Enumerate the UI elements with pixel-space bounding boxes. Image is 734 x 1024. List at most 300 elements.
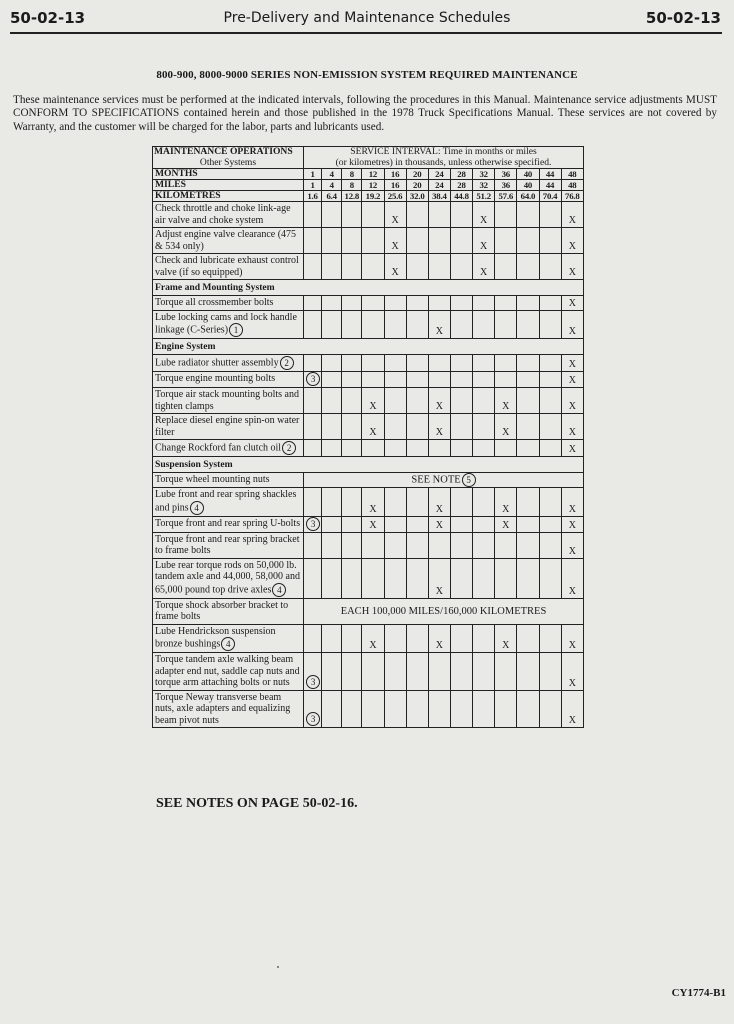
interval-cell (406, 372, 428, 388)
interval-cell (342, 202, 362, 228)
interval-cell (450, 355, 472, 372)
kilometres-value: 32.0 (406, 191, 428, 202)
service-mark: X (568, 241, 576, 252)
miles-value: 4 (322, 180, 342, 191)
interval-cell (322, 624, 342, 653)
interval-cell (406, 440, 428, 457)
interval-cell (428, 516, 450, 532)
interval-cell (561, 310, 583, 339)
interval-cell (304, 228, 322, 254)
interval-cell (384, 624, 406, 653)
service-mark: X (568, 715, 576, 726)
note-circle-icon: 5 (462, 473, 476, 487)
interval-cell (539, 488, 561, 517)
operation-text: Torque engine mounting bolts (155, 373, 276, 384)
interval-cell (473, 516, 495, 532)
table-row (153, 202, 584, 228)
service-mark: X (502, 427, 510, 438)
miles-value: 16 (384, 180, 406, 191)
interval-cell (561, 440, 583, 457)
interval-cell (342, 388, 362, 414)
interval-cell (450, 653, 472, 691)
service-mark: X (369, 503, 377, 515)
interval-cell (406, 296, 428, 311)
interval-cell (539, 440, 561, 457)
service-mark: X (568, 267, 576, 278)
service-mark: X (435, 640, 443, 651)
service-mark: X (369, 640, 377, 651)
interval-cell (322, 414, 342, 440)
table-row (153, 690, 584, 728)
header-maintenance-operations (153, 147, 304, 169)
interval-cell (473, 388, 495, 414)
interval-cell (561, 254, 583, 280)
operation-text: Torque front and rear spring bracket to frame bolts (155, 533, 300, 556)
interval-cell (406, 355, 428, 372)
interval-cell (473, 296, 495, 311)
interval-cell (304, 624, 322, 653)
miles-value: 48 (561, 180, 583, 191)
service-mark: X (568, 677, 576, 689)
kilometres-value: 51.2 (473, 191, 495, 202)
group-heading: Suspension System (153, 457, 584, 473)
interval-cell (450, 488, 472, 517)
interval-cell (406, 690, 428, 728)
table-row (153, 228, 584, 254)
months-value: 32 (473, 169, 495, 180)
interval-cell (495, 296, 517, 311)
interval-cell (342, 355, 362, 372)
operation-cell (153, 558, 304, 598)
interval-cell (450, 414, 472, 440)
interval-cell (473, 653, 495, 691)
interval-cell (517, 296, 539, 311)
kilometres-value: 12.8 (342, 191, 362, 202)
interval-cell (406, 488, 428, 517)
service-mark: X (435, 503, 443, 515)
interval-cell (539, 296, 561, 311)
header-left-line-1: MAINTENANCE OPERATIONS (154, 146, 293, 157)
interval-span-note (304, 473, 584, 488)
interval-cell (384, 388, 406, 414)
miles-value: 40 (517, 180, 539, 191)
operation-cell (153, 202, 304, 228)
interval-cell (561, 388, 583, 414)
note-circle-icon: 3 (306, 712, 320, 726)
operation-text: Torque tandem axle walking beam adapter end nut, saddle cap nuts and torque arm attaching bolts or nuts (155, 654, 300, 688)
page-title: Pre-Delivery and Maintenance Schedules (223, 10, 511, 26)
note-circle-icon: 3 (306, 675, 320, 689)
interval-cell (561, 624, 583, 653)
interval-cell (384, 355, 406, 372)
interval-cell (428, 355, 450, 372)
service-mark: X (435, 519, 443, 531)
scan-speck (277, 966, 279, 968)
interval-cell (384, 296, 406, 311)
service-mark: X (568, 519, 576, 531)
operation-cell (153, 388, 304, 414)
interval-cell (304, 296, 322, 311)
interval-cell (450, 516, 472, 532)
interval-cell (539, 202, 561, 228)
interval-cell (406, 228, 428, 254)
interval-cell (517, 254, 539, 280)
months-value: 28 (450, 169, 472, 180)
interval-cell (342, 440, 362, 457)
interval-cell (342, 414, 362, 440)
interval-cell (473, 440, 495, 457)
kilometres-value: 25.6 (384, 191, 406, 202)
table-row (153, 516, 584, 532)
interval-cell (428, 388, 450, 414)
interval-cell (473, 228, 495, 254)
interval-cell (322, 488, 342, 517)
header-left-line-2: Other Systems (199, 156, 257, 168)
interval-cell (517, 532, 539, 558)
interval-cell (428, 414, 450, 440)
interval-cell (428, 532, 450, 558)
operation-text: Change Rockford fan clutch oil (155, 442, 282, 454)
interval-cell (450, 254, 472, 280)
interval-cell (406, 653, 428, 691)
interval-cell (539, 532, 561, 558)
operation-text: Lube radiator shutter assembly (155, 357, 279, 369)
months-value: 24 (428, 169, 450, 180)
kilometres-value: 76.8 (561, 191, 583, 202)
interval-cell (450, 310, 472, 339)
interval-cell (561, 296, 583, 311)
note-circle-icon: 2 (280, 356, 294, 370)
operation-cell (153, 473, 304, 488)
interval-cell (561, 690, 583, 728)
interval-cell (517, 653, 539, 691)
operation-text: Lube Hendrickson suspension bronze bushings (155, 625, 276, 650)
interval-cell (384, 558, 406, 598)
interval-cell (342, 516, 362, 532)
miles-value: 1 (304, 180, 322, 191)
page-number-left: 50-02-13 (10, 9, 86, 27)
service-mark: X (480, 215, 488, 226)
interval-cell (495, 440, 517, 457)
maintenance-table (152, 146, 584, 728)
kilometres-value: 70.4 (539, 191, 561, 202)
interval-cell (539, 355, 561, 372)
interval-cell (495, 690, 517, 728)
interval-cell (495, 653, 517, 691)
table-row (153, 457, 584, 473)
interval-cell (342, 372, 362, 388)
operation-text: Check throttle and choke link-age air valve and choke system (155, 203, 291, 226)
service-mark: X (369, 519, 377, 531)
miles-value: 24 (428, 180, 450, 191)
kilometres-value: 1.6 (304, 191, 322, 202)
interval-cell (304, 254, 322, 280)
interval-cell (304, 202, 322, 228)
group-heading: Engine System (153, 339, 584, 355)
interval-cell (539, 624, 561, 653)
interval-cell (450, 690, 472, 728)
service-mark: X (435, 326, 443, 337)
interval-cell (384, 690, 406, 728)
interval-cell (495, 516, 517, 532)
interval-cell (362, 310, 384, 339)
interval-cell (539, 558, 561, 598)
miles-value: 12 (362, 180, 384, 191)
interval-cell (473, 558, 495, 598)
interval-cell (304, 488, 322, 517)
interval-cell (473, 624, 495, 653)
interval-cell (561, 488, 583, 517)
operation-cell (153, 690, 304, 728)
interval-cell (495, 488, 517, 517)
months-label: MONTHS (153, 169, 304, 180)
interval-cell (342, 488, 362, 517)
note-circle-icon: 3 (306, 372, 320, 386)
interval-cell (495, 228, 517, 254)
interval-cell (495, 310, 517, 339)
service-mark: X (435, 585, 443, 597)
interval-cell (561, 532, 583, 558)
interval-cell (517, 690, 539, 728)
interval-cell (406, 516, 428, 532)
kilometres-value: 6.4 (322, 191, 342, 202)
interval-cell (428, 624, 450, 653)
interval-cell (406, 414, 428, 440)
interval-cell (473, 414, 495, 440)
service-mark: X (568, 444, 576, 455)
interval-cell (384, 310, 406, 339)
service-mark: X (568, 359, 576, 370)
service-mark: X (568, 503, 576, 515)
interval-cell (362, 388, 384, 414)
interval-cell (450, 558, 472, 598)
interval-cell (322, 690, 342, 728)
miles-value: 36 (495, 180, 517, 191)
operation-text: Torque all crossmember bolts (155, 297, 274, 308)
operation-text: Torque Neway transverse beam nuts, axle adapters and equalizing beam pivot nuts (155, 691, 291, 726)
months-value: 12 (362, 169, 384, 180)
interval-cell (539, 653, 561, 691)
months-value: 44 (539, 169, 561, 180)
interval-cell (473, 355, 495, 372)
interval-cell (304, 414, 322, 440)
interval-cell (450, 532, 472, 558)
interval-cell (495, 202, 517, 228)
interval-cell (384, 440, 406, 457)
miles-value: 32 (473, 180, 495, 191)
operation-text: Check and lubricate exhaust control valve (if so equipped) (155, 255, 299, 278)
interval-cell (561, 516, 583, 532)
interval-cell (517, 372, 539, 388)
table-row (153, 296, 584, 311)
interval-cell (342, 296, 362, 311)
interval-cell (322, 388, 342, 414)
interval-cell (517, 558, 539, 598)
interval-cell (517, 388, 539, 414)
interval-cell (561, 653, 583, 691)
intro-paragraph: These maintenance services must be performed at the indicated intervals, following the procedures in this Manual. Maintenance service adjustments MUST CONFORM TO SPECIFICATIONS contained herein and those published in the 1978 Truck Specifications Manual. These services are not covered by Warranty, and the customer will be charged for the labor, parts and lubricants used. (13, 94, 717, 133)
interval-cell (362, 558, 384, 598)
table-row (153, 488, 584, 517)
interval-cell (495, 414, 517, 440)
interval-cell (342, 254, 362, 280)
interval-cell (561, 558, 583, 598)
service-mark: X (502, 401, 510, 412)
interval-cell (384, 228, 406, 254)
service-mark: X (568, 545, 576, 557)
span-text: EACH 100,000 MILES/160,000 KILOMETRES (340, 605, 547, 617)
header-right-line-1: SERVICE INTERVAL: Time in months or miles (350, 146, 537, 157)
interval-cell (517, 516, 539, 532)
interval-cell (304, 516, 322, 532)
table-row (153, 598, 584, 624)
interval-cell (450, 388, 472, 414)
interval-cell (428, 558, 450, 598)
interval-cell (539, 690, 561, 728)
table-row (153, 558, 584, 598)
note-circle-icon: 3 (306, 517, 320, 531)
interval-cell (495, 388, 517, 414)
interval-cell (428, 228, 450, 254)
interval-cell (362, 532, 384, 558)
interval-cell (406, 532, 428, 558)
table-row (153, 254, 584, 280)
table-row (153, 280, 584, 296)
miles-value: 44 (539, 180, 561, 191)
interval-cell (342, 532, 362, 558)
interval-cell (450, 202, 472, 228)
interval-cell (406, 254, 428, 280)
interval-cell (322, 296, 342, 311)
page-number-right: 50-02-13 (645, 9, 721, 27)
interval-cell (304, 388, 322, 414)
miles-value: 8 (342, 180, 362, 191)
table-row (153, 624, 584, 653)
operation-cell (153, 532, 304, 558)
interval-cell (517, 202, 539, 228)
table-row (153, 310, 584, 339)
operation-cell (153, 254, 304, 280)
kilometres-value: 38.4 (428, 191, 450, 202)
interval-cell (384, 653, 406, 691)
operation-cell (153, 653, 304, 691)
interval-cell (561, 414, 583, 440)
header-rule (10, 32, 722, 34)
interval-cell (322, 558, 342, 598)
months-value: 48 (561, 169, 583, 180)
span-text: SEE NOTE (411, 474, 461, 486)
interval-cell (539, 372, 561, 388)
miles-value: 20 (406, 180, 428, 191)
operation-cell (153, 488, 304, 517)
note-circle-icon: 4 (221, 637, 235, 651)
interval-cell (406, 202, 428, 228)
interval-cell (362, 228, 384, 254)
interval-cell (517, 440, 539, 457)
interval-cell (304, 355, 322, 372)
operation-text: Torque front and rear spring U-bolts (155, 517, 301, 529)
interval-cell (450, 228, 472, 254)
interval-cell (428, 440, 450, 457)
table-row (153, 440, 584, 457)
service-mark: X (369, 427, 377, 438)
interval-cell (495, 532, 517, 558)
header-service-interval (304, 147, 584, 169)
interval-cell (384, 532, 406, 558)
operation-cell (153, 440, 304, 457)
operation-cell (153, 296, 304, 311)
operation-text: Torque wheel mounting nuts (155, 474, 270, 485)
service-mark: X (568, 427, 576, 438)
see-notes-reference: SEE NOTES ON PAGE 50-02-16. (156, 796, 358, 811)
kilometres-value: 44.8 (450, 191, 472, 202)
service-mark: X (391, 267, 399, 278)
interval-cell (322, 202, 342, 228)
interval-cell (495, 558, 517, 598)
months-value: 36 (495, 169, 517, 180)
months-value: 4 (322, 169, 342, 180)
operation-cell (153, 598, 304, 624)
interval-cell (362, 516, 384, 532)
interval-cell (495, 372, 517, 388)
interval-cell (428, 653, 450, 691)
operation-cell (153, 516, 304, 532)
interval-cell (561, 228, 583, 254)
interval-cell (322, 355, 342, 372)
operation-cell (153, 355, 304, 372)
interval-cell (304, 310, 322, 339)
interval-cell (517, 228, 539, 254)
interval-cell (517, 414, 539, 440)
table-row (153, 355, 584, 372)
interval-cell (450, 372, 472, 388)
kilometres-value: 64.0 (517, 191, 539, 202)
interval-cell (473, 488, 495, 517)
operation-cell (153, 414, 304, 440)
interval-cell (342, 690, 362, 728)
operation-text: Torque shock absorber bracket to frame bolts (155, 599, 289, 622)
interval-cell (428, 254, 450, 280)
interval-cell (473, 202, 495, 228)
interval-cell (473, 310, 495, 339)
note-circle-icon: 4 (272, 583, 286, 597)
service-mark: X (502, 640, 510, 651)
interval-cell (384, 488, 406, 517)
interval-cell (384, 202, 406, 228)
months-value: 16 (384, 169, 406, 180)
interval-cell (561, 202, 583, 228)
interval-cell (561, 372, 583, 388)
interval-cell (322, 310, 342, 339)
interval-cell (362, 296, 384, 311)
interval-cell (539, 310, 561, 339)
service-mark: X (568, 326, 576, 337)
interval-cell (539, 254, 561, 280)
operation-cell (153, 372, 304, 388)
interval-cell (406, 388, 428, 414)
interval-cell (473, 372, 495, 388)
interval-cell (539, 228, 561, 254)
table-row (153, 653, 584, 691)
interval-cell (495, 624, 517, 653)
interval-cell (342, 310, 362, 339)
interval-cell (517, 355, 539, 372)
interval-cell (304, 558, 322, 598)
months-value: 40 (517, 169, 539, 180)
kilometres-value: 19.2 (362, 191, 384, 202)
miles-value: 28 (450, 180, 472, 191)
service-mark: X (435, 401, 443, 412)
